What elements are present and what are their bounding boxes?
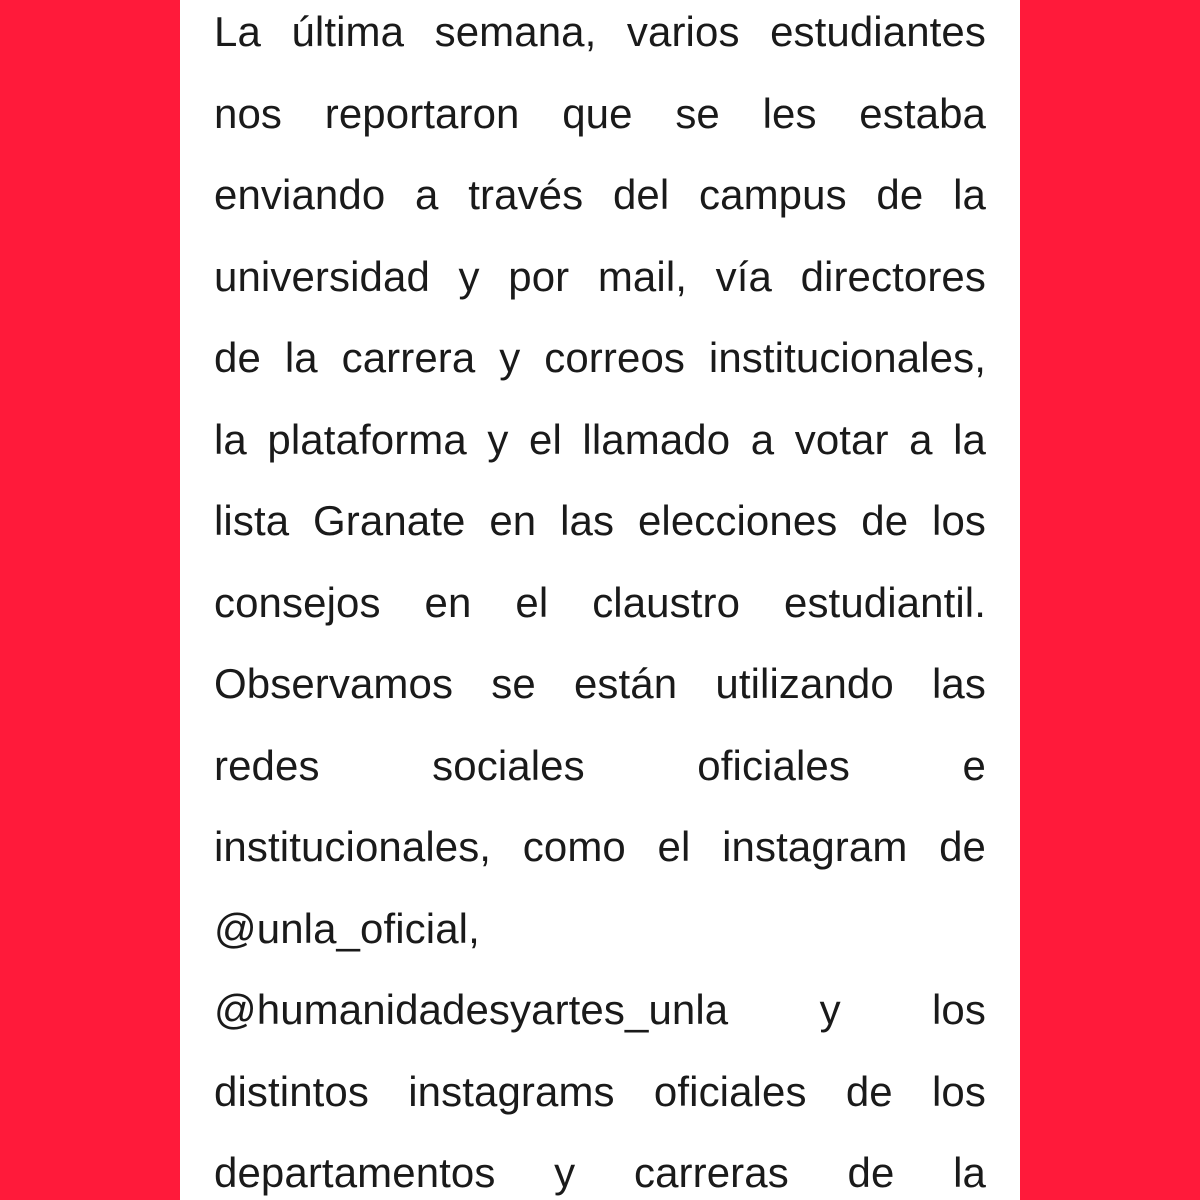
- text-line: universidad y por mail, vía directores: [214, 252, 986, 300]
- document-page: [180, 0, 1020, 1200]
- text-line: Observamos se están utilizando las: [214, 660, 986, 707]
- text-line: distintos instagrams oficiales de los: [214, 1067, 986, 1115]
- text-line: @humanidadesyartes_unla y los: [214, 986, 986, 1033]
- text-line: la plataforma y el llamado a votar a la: [214, 415, 986, 463]
- text-line: nos reportaron que se les estaba: [214, 89, 986, 137]
- text-line: @unla_oficial,: [214, 904, 480, 952]
- document-body: [214, 0, 986, 1200]
- text-line: departamentos y carreras de la: [214, 1149, 986, 1196]
- text-line: consejos en el claustro estudiantil.: [214, 578, 986, 626]
- text-line: institucionales, como el instagram de: [214, 823, 986, 870]
- text-line: enviando a través del campus de la: [214, 171, 986, 218]
- text-line: La última semana, varios estudiantes: [214, 8, 986, 55]
- text-line: redes sociales oficiales e: [214, 741, 986, 789]
- text-line: lista Granate en las elecciones de los: [214, 497, 986, 544]
- text-line: de la carrera y correos institucionales,: [214, 334, 986, 381]
